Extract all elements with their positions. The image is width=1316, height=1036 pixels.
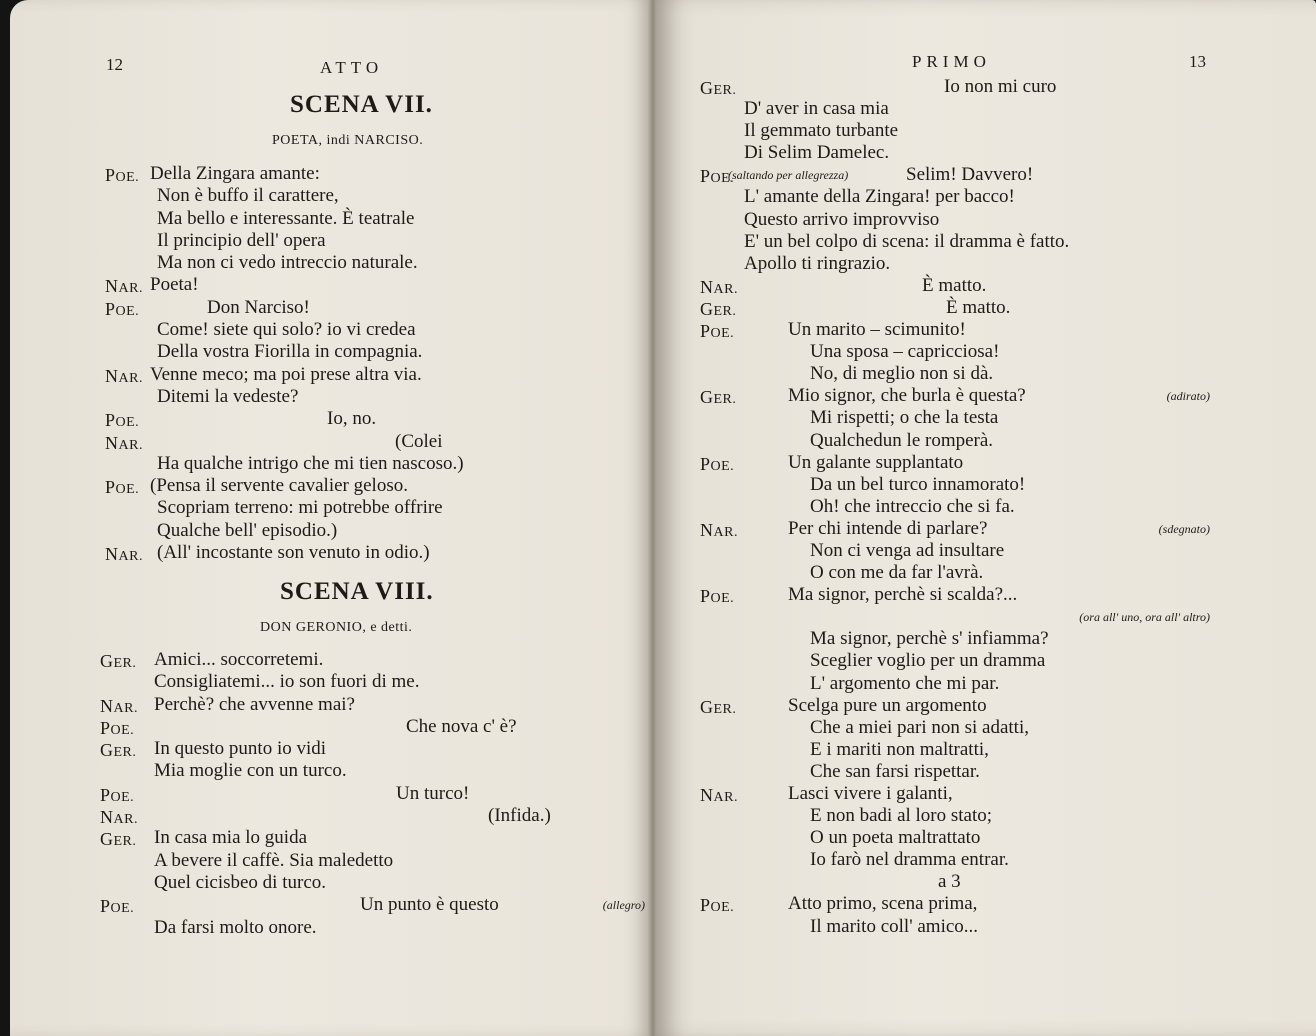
verse-text: Mia moglie con un turco. (154, 760, 347, 782)
verse-text: A bevere il caffè. Sia maledetto (154, 849, 394, 871)
dialogue-line (100, 917, 645, 939)
dialogue-line (700, 319, 1210, 341)
dialogue-line (700, 76, 1210, 98)
verse-text: E non badi al loro stato; (810, 805, 993, 827)
dialogue-line (700, 540, 1210, 562)
verse-text: Il marito coll' amico... (810, 915, 979, 937)
dialogue-line (100, 716, 645, 738)
verse-text: (Colei (395, 430, 443, 452)
verse-text: Poeta! (150, 274, 199, 296)
verse-text: Che san farsi rispettar. (810, 760, 980, 782)
verse-text: Io farò nel dramma entrar. (810, 849, 1009, 871)
verse-text: È matto. (946, 296, 1011, 318)
right-text (700, 76, 1210, 938)
verse-text: Un punto è questo (360, 894, 499, 916)
verse-text: Oh! che intreccio che si fa. (810, 495, 1015, 517)
verse-text: O un poeta maltrattato (810, 827, 981, 849)
speaker-label: NAR. (105, 276, 143, 297)
verse-text: L' amante della Zingara! per bacco! (744, 186, 1015, 208)
speaker-label: NAR. (105, 432, 143, 453)
dialogue-line (105, 475, 645, 497)
dialogue-line (100, 649, 645, 671)
dialogue-line (700, 871, 1210, 893)
dialogue-line (700, 916, 1210, 938)
dialogue-line (700, 673, 1210, 695)
verse-text: Non è buffo il carattere, (157, 185, 339, 207)
scene-title: SCENA VII. (290, 91, 433, 118)
verse-text: Don Narciso! (207, 296, 310, 318)
speaker-label: POE. (700, 166, 735, 187)
speaker-label: POE. (700, 895, 735, 916)
verse-text: Ma signor, perchè si scalda?... (788, 584, 1018, 606)
verse-text: Selim! Davvero! (906, 164, 1034, 186)
verse-text: Io, no. (327, 408, 377, 430)
dialogue-line (700, 650, 1210, 672)
dialogue-line (105, 386, 645, 408)
dialogue-line (700, 253, 1210, 275)
verse-text: Della Zingara amante: (150, 163, 320, 184)
verse-text: Sceglier voglio per un dramma (810, 650, 1046, 672)
dialogue-line (105, 297, 645, 319)
verse-text: Come! siete qui solo? io vi credea (157, 319, 416, 341)
scene7-text (105, 163, 645, 564)
verse-text: Il principio dell' opera (157, 229, 326, 251)
dialogue-line (105, 163, 645, 185)
verse-text: a 3 (938, 871, 961, 893)
scene-cast: POETA, indi NARCISO. (272, 133, 424, 148)
speaker-label: NAR. (700, 276, 738, 297)
dialogue-line (700, 452, 1210, 474)
dialogue-line (105, 364, 645, 386)
dialogue-line (700, 562, 1210, 584)
verse-text: Questo arrivo improvviso (744, 208, 940, 230)
verse-text: Un marito – scimunito! (788, 319, 966, 341)
dialogue-line (700, 496, 1210, 518)
dialogue-line (105, 208, 645, 230)
dialogue-line (700, 142, 1210, 164)
stage-direction: (ora all' uno, ora all' altro) (1079, 610, 1210, 625)
verse-text: Scopriam terreno: mi potrebbe offrire (157, 497, 443, 519)
dialogue-line (700, 827, 1210, 849)
stage-direction: (sdegnato) (1158, 521, 1210, 536)
scene-title: SCENA VIII. (280, 578, 434, 605)
dialogue-line (700, 739, 1210, 761)
dialogue-line (700, 584, 1210, 606)
dialogue-line (700, 628, 1210, 650)
dialogue-line (100, 894, 645, 916)
dialogue-line (700, 761, 1210, 783)
dialogue-line (700, 385, 1210, 407)
verse-text: Apollo ti ringrazio. (744, 252, 891, 274)
dialogue-line (700, 430, 1210, 452)
dialogue-line (700, 363, 1210, 385)
dialogue-line (105, 497, 645, 519)
speaker-label: POE. (700, 453, 735, 474)
dialogue-line (100, 738, 645, 760)
verse-text: Il gemmato turbante (744, 120, 899, 142)
verse-text: Amici... soccorretemi. (154, 649, 324, 670)
verse-text: E' un bel colpo di scena: il dramma è fatto. (744, 230, 1070, 252)
verse-text: L' argomento che mi par. (810, 672, 1000, 694)
verse-text: Atto primo, scena prima, (788, 893, 978, 915)
speaker-label: GER. (100, 651, 137, 671)
verse-text: Ma non ci vedo intreccio naturale. (157, 252, 418, 274)
speaker-label: POE. (100, 896, 135, 917)
verse-text: Che nova c' è? (406, 715, 517, 737)
dialogue-line (105, 319, 645, 341)
running-head: ATTO (320, 58, 384, 77)
dialogue-line (105, 185, 645, 207)
stage-direction: (adirato) (1166, 389, 1210, 404)
dialogue-line (700, 849, 1210, 871)
speaker-label: POE. (105, 298, 140, 319)
dialogue-line (105, 408, 645, 430)
verse-text: Ditemi la vedeste? (157, 385, 299, 407)
dialogue-line (700, 98, 1210, 120)
verse-text: No, di meglio non si dà. (810, 363, 994, 385)
speaker-label: NAR. (105, 544, 143, 565)
speaker-label: NAR. (100, 807, 138, 828)
dialogue-line (100, 760, 645, 782)
stage-direction: (allegro) (602, 898, 645, 913)
dialogue-line (100, 671, 645, 693)
verse-text: O con me da far l'avrà. (810, 562, 984, 584)
dialogue-line (700, 893, 1210, 915)
verse-text: Ma signor, perchè s' infiamma? (810, 628, 1049, 650)
dialogue-line (700, 186, 1210, 208)
verse-text: È matto. (922, 274, 987, 296)
dialogue-line (700, 120, 1210, 142)
dialogue-line (700, 275, 1210, 297)
dialogue-line (700, 341, 1210, 363)
verse-text: Un galante supplantato (788, 451, 964, 473)
dialogue-line (700, 297, 1210, 319)
speaker-label: POE. (700, 586, 735, 607)
dialogue-line (700, 164, 1210, 186)
verse-text: In casa mia lo guida (154, 827, 308, 849)
verse-text: Per chi intende di parlare? (788, 517, 988, 539)
verse-text: Della vostra Fiorilla in compagnia. (157, 341, 423, 363)
dialogue-line (100, 850, 645, 872)
scene8-text (100, 649, 645, 939)
stage-direction: (saltando per allegrezza) (728, 168, 849, 183)
verse-text: Mio signor, che burla è questa? (788, 385, 1026, 407)
verse-text: Ha qualche intrigo che mi tien nascoso.) (157, 452, 464, 474)
dialogue-line (105, 230, 645, 252)
dialogue-line (105, 453, 645, 475)
verse-text: Lasci vivere i galanti, (788, 783, 953, 804)
speaker-label: GER. (700, 298, 737, 319)
dialogue-line (700, 606, 1210, 628)
verse-text: (Infida.) (488, 805, 551, 827)
speaker-label: POE. (105, 165, 140, 185)
verse-text: Quel cicisbeo di turco. (154, 871, 327, 893)
verse-text: Qualchedun le romperà. (810, 429, 994, 451)
verse-text: Ma bello e interessante. È teatrale (157, 207, 415, 229)
verse-text: Non ci venga ad insultare (810, 539, 1005, 561)
right-page (656, 0, 1316, 1036)
speaker-label: NAR. (700, 519, 738, 540)
dialogue-line (700, 695, 1210, 717)
verse-text: Di Selim Damelec. (744, 142, 890, 164)
speaker-label: GER. (100, 829, 137, 850)
scene-cast: DON GERONIO, e detti. (260, 620, 413, 635)
verse-text: Consigliatemi... io son fuori di me. (154, 671, 420, 693)
dialogue-line (100, 827, 645, 849)
speaker-label: NAR. (700, 785, 738, 805)
dialogue-line (700, 231, 1210, 253)
verse-text: Una sposa – capricciosa! (810, 341, 1000, 363)
dialogue-line (100, 805, 645, 827)
dialogue-line (105, 274, 645, 296)
verse-text: Perchè? che avvenne mai? (154, 693, 355, 715)
verse-text: Da un bel turco innamorato! (810, 473, 1026, 495)
speaker-label: POE. (100, 717, 135, 738)
speaker-label: GER. (700, 387, 737, 408)
verse-text: Io non mi curo (944, 76, 1057, 97)
verse-text: (All' incostante son venuto in odio.) (157, 542, 430, 564)
verse-text: Un turco! (396, 782, 470, 804)
verse-text: In questo punto io vidi (154, 738, 327, 760)
page-number: 12 (106, 55, 123, 74)
verse-text: Qualche bell' episodio.) (157, 519, 338, 541)
dialogue-line (700, 805, 1210, 827)
verse-text: Da farsi molto onore. (154, 916, 317, 938)
verse-text: D' aver in casa mia (744, 98, 889, 120)
verse-text: Che a miei pari non si adatti, (810, 716, 1029, 738)
dialogue-line (105, 542, 645, 564)
left-page (10, 0, 652, 1036)
speaker-label: POE. (700, 321, 735, 342)
dialogue-line (105, 252, 645, 274)
speaker-label: POE. (100, 784, 135, 805)
speaker-label: GER. (700, 78, 737, 98)
verse-text: Mi rispetti; o che la testa (810, 407, 999, 429)
dialogue-line (700, 717, 1210, 739)
dialogue-line (700, 407, 1210, 429)
dialogue-line (100, 783, 645, 805)
dialogue-line (700, 474, 1210, 496)
verse-text: E i mariti non maltratti, (810, 738, 989, 760)
verse-text: Venne meco; ma poi prese altra via. (150, 363, 422, 385)
dialogue-line (700, 209, 1210, 231)
dialogue-line (700, 518, 1210, 540)
running-head: PRIMO (912, 52, 991, 71)
dialogue-line (100, 694, 645, 716)
page-number: 13 (1189, 52, 1206, 71)
dialogue-line (105, 341, 645, 363)
speaker-label: NAR. (100, 695, 138, 716)
verse-text: Scelga pure un argomento (788, 694, 987, 716)
speaker-label: POE. (105, 477, 140, 498)
dialogue-line (105, 520, 645, 542)
dialogue-line (105, 431, 645, 453)
dialogue-line (700, 783, 1210, 805)
speaker-label: NAR. (105, 365, 143, 386)
dialogue-line (100, 872, 645, 894)
speaker-label: POE. (105, 410, 140, 431)
speaker-label: GER. (700, 696, 737, 717)
verse-text: (Pensa il servente cavalier geloso. (150, 475, 408, 497)
speaker-label: GER. (100, 740, 137, 761)
